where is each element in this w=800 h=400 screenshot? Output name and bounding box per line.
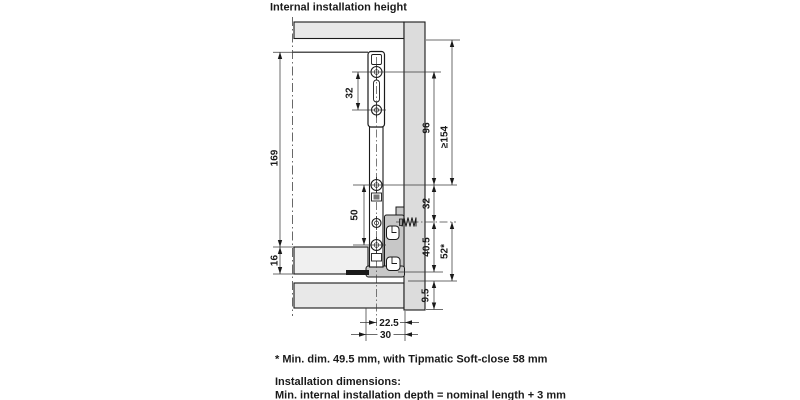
dim-label: 96 <box>421 122 433 134</box>
arrow <box>432 265 436 272</box>
arrow <box>432 281 436 288</box>
dim-gap-30 <box>351 330 418 342</box>
arrow <box>432 72 436 79</box>
dim-label: 16 <box>269 254 281 267</box>
arrow <box>356 72 360 79</box>
arrow <box>432 303 436 310</box>
arrow <box>278 240 282 247</box>
rail-clip <box>372 254 382 262</box>
dim-side-height-169 <box>270 52 283 274</box>
arrow <box>450 274 454 281</box>
dim-gap-22-5 <box>360 317 419 329</box>
dim-hole-pitch-50 <box>350 185 367 245</box>
cabinet-bottom-panel <box>294 283 404 308</box>
dim-chain-outer-right <box>440 40 455 281</box>
arrow <box>362 185 366 192</box>
dim-label: 9.5 <box>420 288 432 303</box>
dim-label: 30 <box>379 330 392 341</box>
arrow <box>278 267 282 274</box>
arrow <box>369 320 376 324</box>
installation-heading: Installation dimensions: <box>275 376 401 388</box>
arrow <box>405 320 412 324</box>
arrow <box>450 178 454 185</box>
arrow <box>362 238 366 245</box>
footnote-text: * Min. dim. 49.5 mm, with Tipmatic Soft-close 58 mm <box>275 353 548 366</box>
arrow <box>432 178 436 185</box>
arrow <box>359 332 366 336</box>
arrow <box>278 52 282 59</box>
arrow <box>432 185 436 192</box>
arrow <box>278 247 282 254</box>
arrow <box>432 215 436 222</box>
cabinet-top-panel <box>294 22 404 39</box>
dim-label: 40.5 <box>421 237 433 257</box>
dim-hole-pitch-32 <box>345 72 361 110</box>
arrow <box>450 40 454 47</box>
dim-label: 32 <box>344 87 356 99</box>
dim-label: 169 <box>269 149 281 167</box>
cabinet-side-panel <box>404 22 425 310</box>
dim-label: ≥154 <box>439 125 451 149</box>
arrow <box>356 103 360 110</box>
drawer-bottom-panel <box>294 247 368 274</box>
dim-bottom-thickness-16 <box>270 247 283 274</box>
arrow <box>432 222 436 229</box>
rail-clip-insert <box>374 195 380 200</box>
arrow <box>450 222 454 229</box>
drawer-section <box>293 52 368 274</box>
arrow <box>405 332 412 336</box>
dim-label: 52* <box>439 243 451 260</box>
page-title: Internal installation height <box>270 1 407 14</box>
dim-label: 32 <box>421 197 433 210</box>
installation-detail: Min. internal installation depth = nominal length + 3 mm <box>275 389 566 400</box>
dim-label: 50 <box>349 209 361 221</box>
drawer-bottom-lip <box>346 270 369 275</box>
dim-label: 22.5 <box>379 318 399 329</box>
